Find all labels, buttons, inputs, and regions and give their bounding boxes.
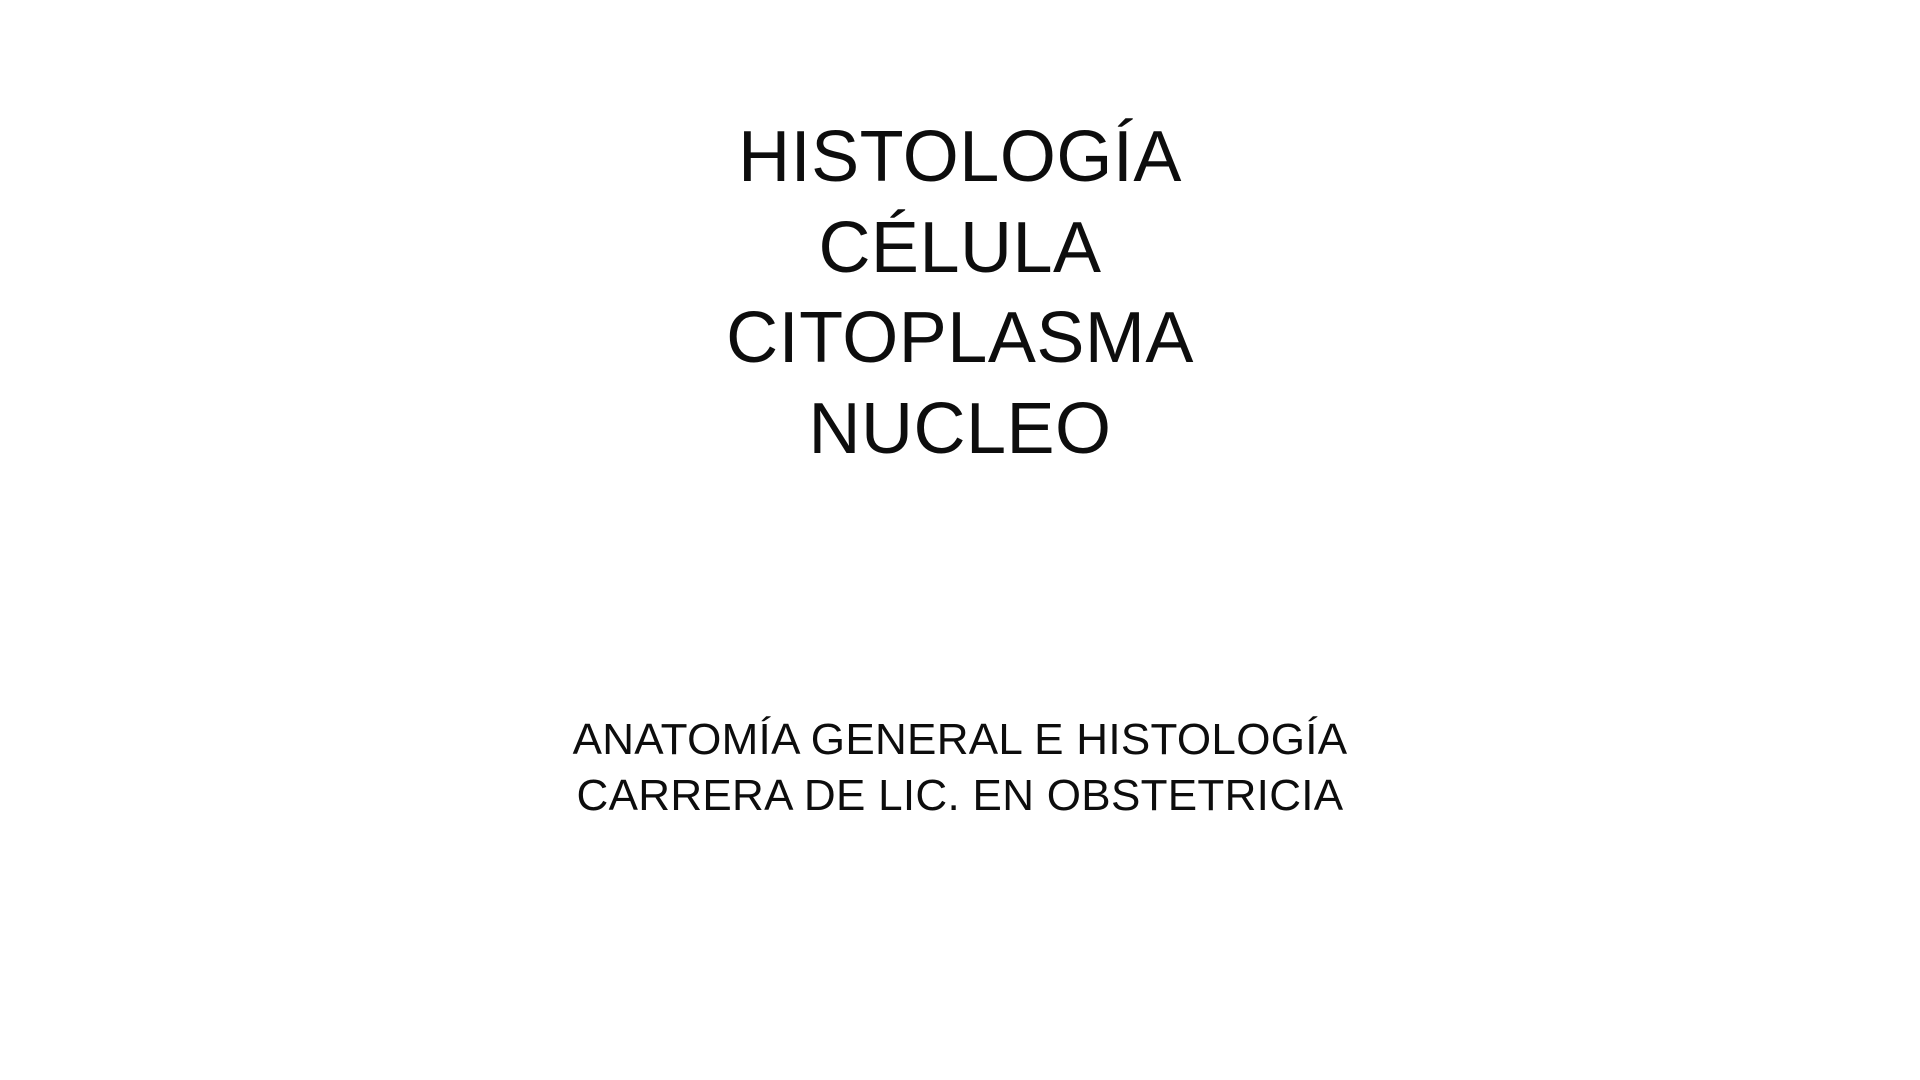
slide-title (0, 112, 1920, 475)
subtitle-line-1: ANATOMÍA GENERAL E HISTOLOGÍA (572, 715, 1348, 764)
title-line-1: HISTOLOGÍA (738, 117, 1182, 197)
subtitle-line-2: CARRERA DE LIC. EN OBSTETRICIA (576, 771, 1344, 821)
title-line-4: NUCLEO (808, 389, 1112, 470)
slide-subtitle (0, 712, 1920, 825)
title-line-2: CÉLULA (818, 207, 1102, 288)
title-line-3: CITOPLASMA (726, 298, 1194, 379)
